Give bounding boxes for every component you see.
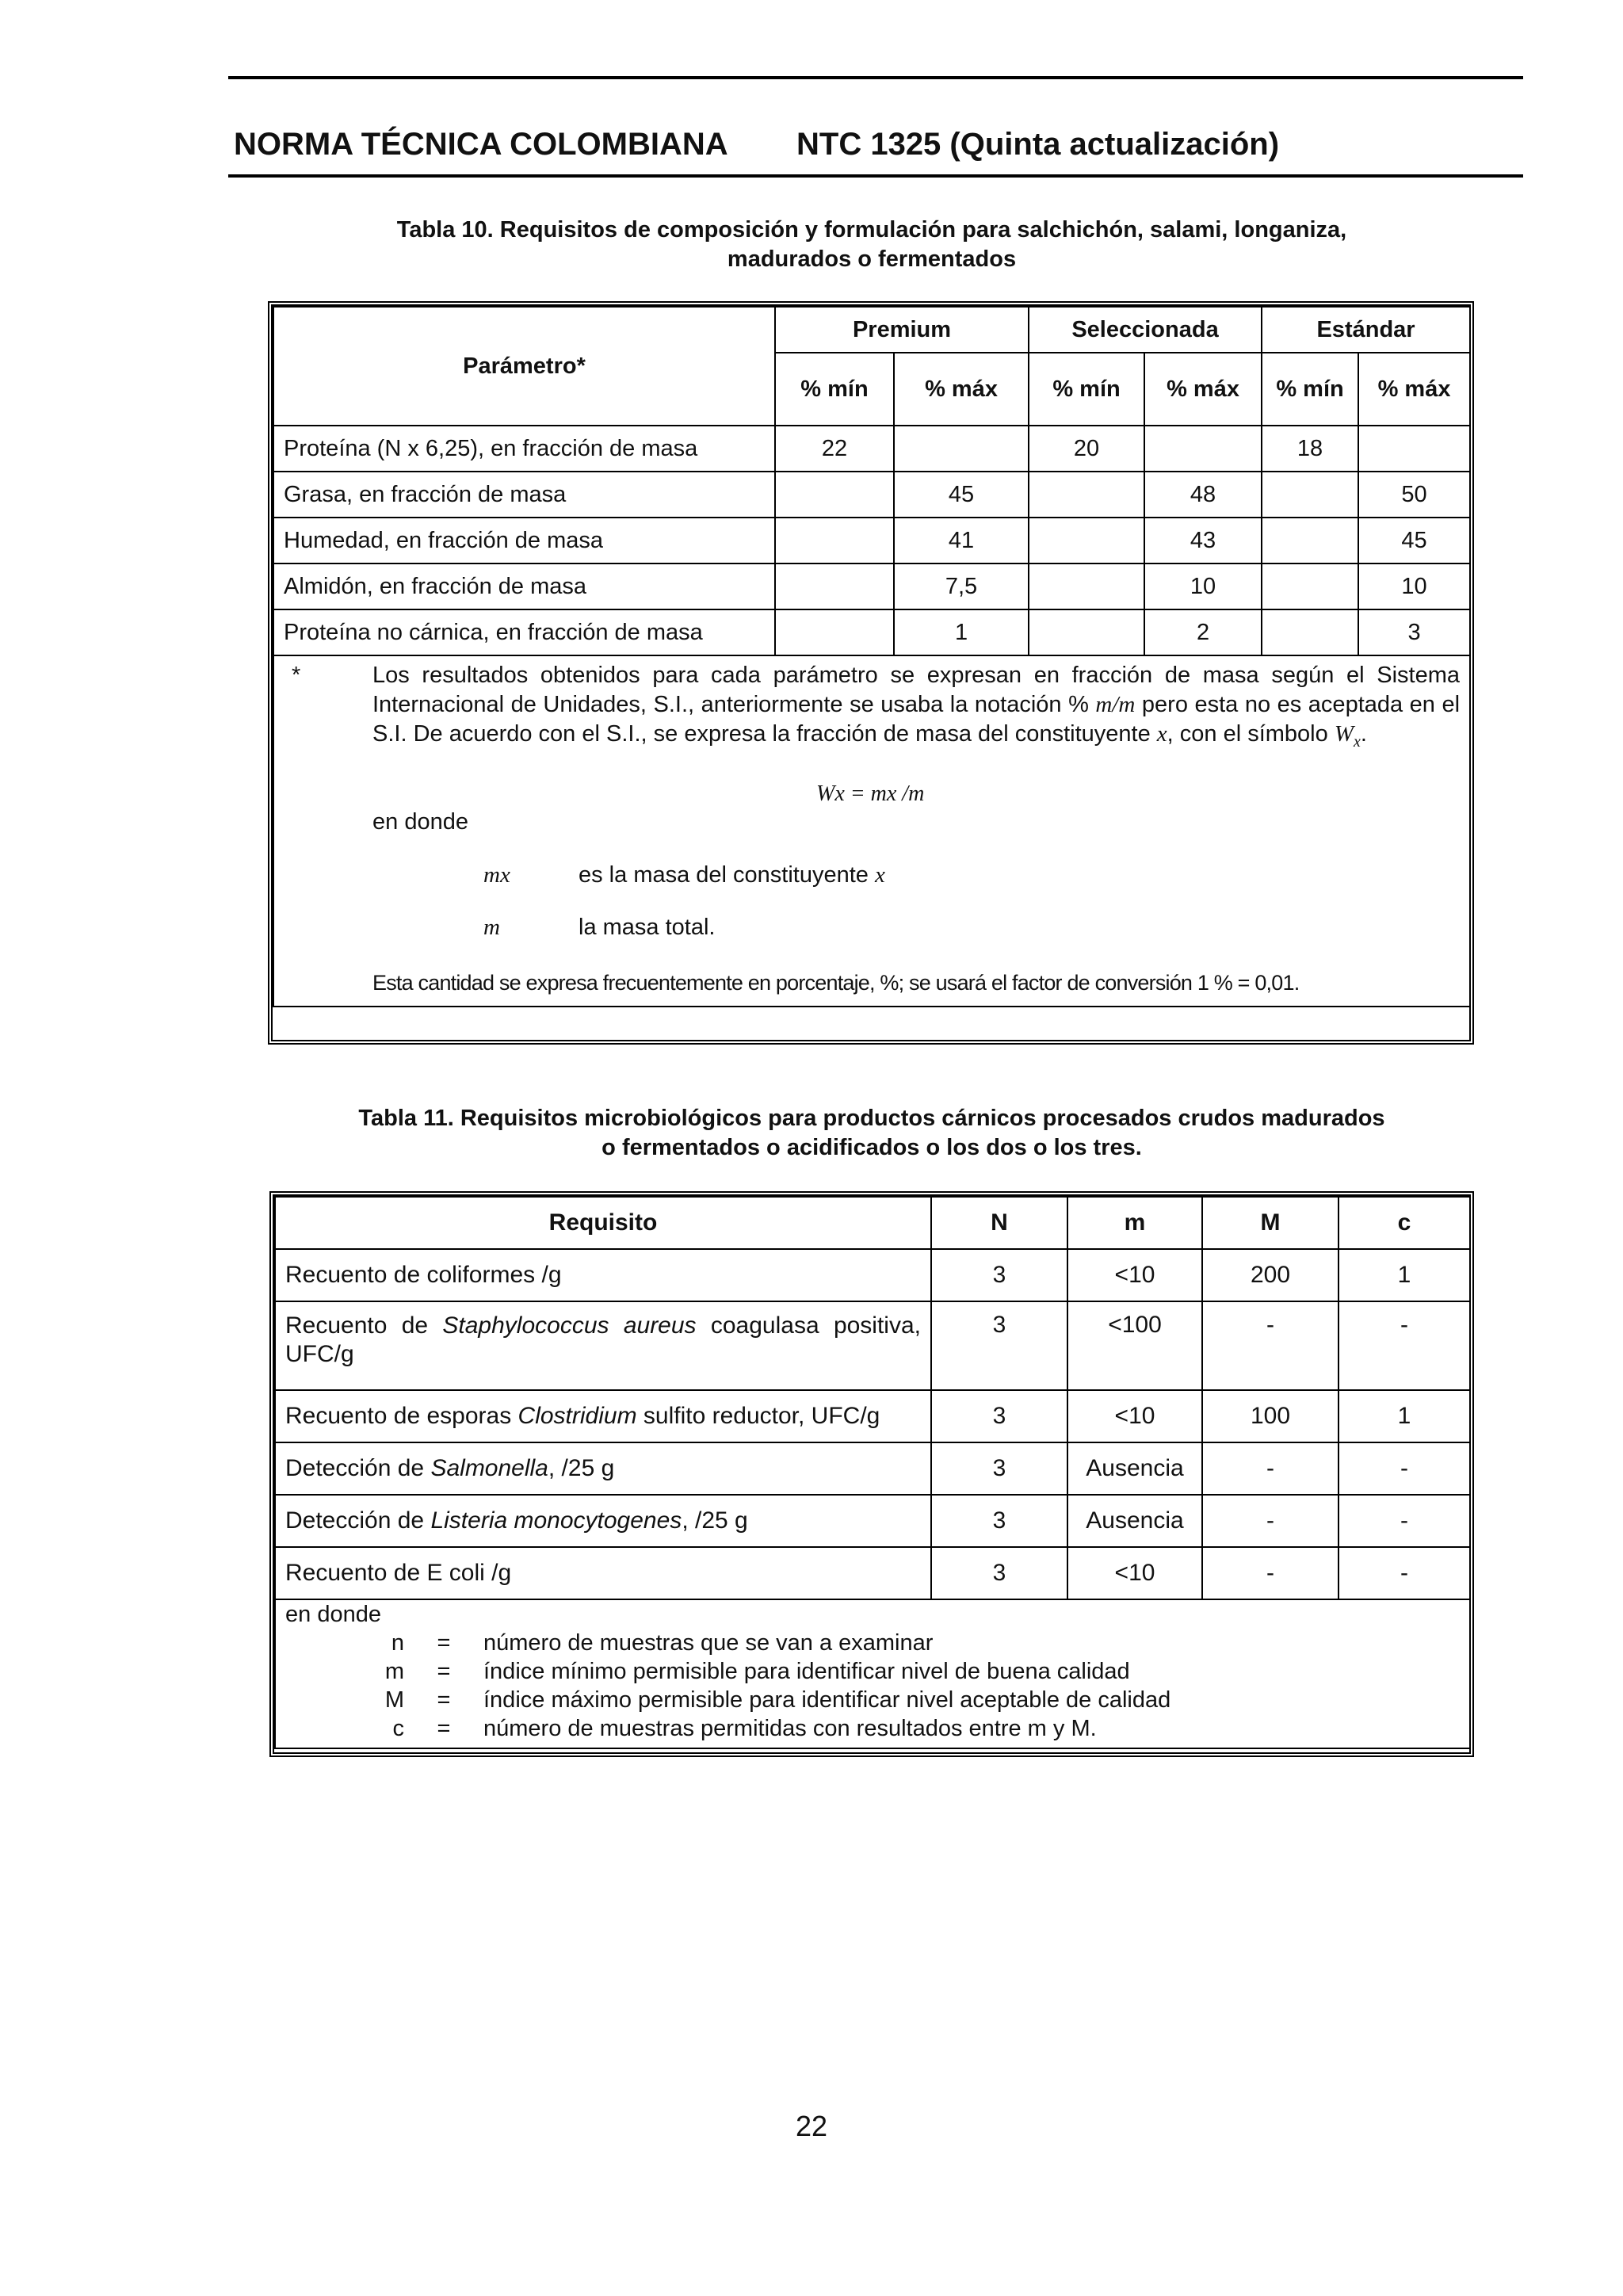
table10-cell: 41 <box>894 518 1029 563</box>
table-row <box>275 1301 1470 1390</box>
table10-cell <box>1029 518 1144 563</box>
req-organism: Salmonella <box>430 1455 548 1481</box>
header-rule-bottom <box>228 174 1523 178</box>
table10-cell <box>1029 472 1144 518</box>
table10-cell: 45 <box>894 472 1029 518</box>
table10-caption <box>269 216 1474 274</box>
table10-cell <box>1262 518 1358 563</box>
legend-text: índice mínimo permisible para identificar nivel de buena calidad <box>483 1659 1130 1684</box>
table-row <box>275 1495 1470 1547</box>
table10-cell <box>894 426 1029 472</box>
header-standard-name: NORMA TÉCNICA COLOMBIANA <box>234 127 728 162</box>
table11-requisito <box>275 1547 931 1599</box>
table10-group-estandar: Estándar <box>1262 307 1470 353</box>
note-def-symbol: m <box>483 914 500 940</box>
table-row <box>273 426 1470 472</box>
table10-cell <box>775 472 894 518</box>
table10-subheader: % máx <box>1144 353 1262 426</box>
table11-cell: Ausencia <box>1067 1495 1202 1547</box>
note-body <box>372 661 1460 1006</box>
legend-symbol: m <box>384 1659 404 1684</box>
table11-cell: - <box>1338 1442 1470 1495</box>
req-text: Recuento de esporas <box>285 1403 518 1429</box>
table10 <box>273 306 1471 1007</box>
legend-symbol: M <box>384 1687 404 1713</box>
legend-symbol: n <box>391 1630 404 1656</box>
table11-cell: 1 <box>1338 1249 1470 1301</box>
table11-cell: 3 <box>931 1442 1067 1495</box>
table10-subheader: % mín <box>775 353 894 426</box>
table10-note <box>274 656 1469 1006</box>
table11-frame <box>269 1191 1474 1757</box>
note-asterisk: * <box>292 663 301 688</box>
table10-subheader: % máx <box>894 353 1029 426</box>
req-text: Recuento de <box>285 1312 443 1339</box>
req-organism: Listeria monocytogenes <box>430 1507 682 1534</box>
table10-cell <box>775 518 894 563</box>
table10-cell: 3 <box>1358 609 1470 655</box>
table11-requisito <box>275 1442 931 1495</box>
table10-param-header: Parámetro* <box>273 307 775 426</box>
table10-cell: 48 <box>1144 472 1262 518</box>
table10-frame <box>268 301 1474 1045</box>
req-organism: Clostridium <box>517 1403 637 1429</box>
table11-requisito <box>275 1495 931 1547</box>
table11-cell: Ausencia <box>1067 1442 1202 1495</box>
table10-param: Humedad, en fracción de masa <box>273 518 775 563</box>
table10-cell: 20 <box>1029 426 1144 472</box>
table11-caption-line2: o fermentados o acidificados o los dos o los tres. <box>601 1135 1142 1160</box>
table10-cell <box>1029 563 1144 609</box>
legend-item <box>285 1686 1460 1714</box>
table-row <box>273 609 1470 655</box>
table-row <box>275 1547 1470 1599</box>
req-text: , /25 g <box>682 1507 748 1534</box>
table11-cell: - <box>1202 1301 1338 1390</box>
table10-cell <box>1029 609 1144 655</box>
table10-cell <box>1144 426 1262 472</box>
header-rule-top <box>228 76 1523 79</box>
table10-param: Proteína (N x 6,25), en fracción de masa <box>273 426 775 472</box>
table11-header: c <box>1338 1197 1470 1249</box>
note-x: x <box>1156 721 1167 747</box>
note-en-donde: en donde <box>372 808 468 835</box>
legend-text: índice máximo permisible para identificar nivel aceptable de calidad <box>483 1687 1171 1713</box>
note-text-end: . <box>1360 721 1367 747</box>
table11-header: N <box>931 1197 1067 1249</box>
req-text: Recuento de coliformes /g <box>285 1262 562 1288</box>
table11-legend <box>276 1600 1469 1748</box>
table11-cell: 3 <box>931 1495 1067 1547</box>
legend-equals: = <box>437 1716 451 1741</box>
table11-cell: 3 <box>931 1547 1067 1599</box>
table10-cell: 18 <box>1262 426 1358 472</box>
table10-cell <box>775 563 894 609</box>
table11-cell: 3 <box>931 1390 1067 1442</box>
table11-header: Requisito <box>275 1197 931 1249</box>
table10-cell: 2 <box>1144 609 1262 655</box>
legend-equals: = <box>437 1630 451 1656</box>
table-row <box>273 472 1470 518</box>
note-text-part: Los resultados obtenidos para cada parámetro se expresan en fracción de masa según el Sistema Internacional de Unidades, S.I., anteriormente se usaba la notación % <box>372 663 1461 717</box>
header-standard-code: NTC 1325 (Quinta actualización) <box>796 127 1280 162</box>
table10-cell <box>775 609 894 655</box>
table-row <box>275 1442 1470 1495</box>
table11-cell: - <box>1338 1301 1470 1390</box>
note-symbol-w: W <box>1334 721 1354 747</box>
table10-cell <box>1262 609 1358 655</box>
req-text: Detección de <box>285 1455 431 1481</box>
table11-cell: - <box>1202 1495 1338 1547</box>
req-organism: Staphylococcus aureus <box>442 1312 697 1339</box>
legend-item <box>285 1657 1460 1686</box>
note-def-text: es la masa del constituyente <box>579 861 869 888</box>
table10-caption-line2: madurados o fermentados <box>727 246 1017 272</box>
table11-cell: 3 <box>931 1249 1067 1301</box>
table11-cell: <10 <box>1067 1390 1202 1442</box>
req-text: sulfito reductor, UFC/g <box>636 1403 880 1429</box>
note-symbol-w-sub: x <box>1353 732 1361 751</box>
legend-title: en donde <box>285 1602 381 1627</box>
table10-cell: 22 <box>775 426 894 472</box>
req-text: Detección de <box>285 1507 431 1534</box>
table11-cell: 1 <box>1338 1390 1470 1442</box>
table11-header: m <box>1067 1197 1202 1249</box>
table10-subheader: % máx <box>1358 353 1470 426</box>
table10-subheader: % mín <box>1029 353 1144 426</box>
note-definition <box>372 913 1460 945</box>
table10-cell: 1 <box>894 609 1029 655</box>
table10-cell: 10 <box>1144 563 1262 609</box>
table11-cell: - <box>1338 1495 1470 1547</box>
req-text: , /25 g <box>548 1455 615 1481</box>
table10-cell: 43 <box>1144 518 1262 563</box>
legend-equals: = <box>437 1659 451 1684</box>
table-row <box>275 1249 1470 1301</box>
table10-param: Almidón, en fracción de masa <box>273 563 775 609</box>
note-formula: Wx = mx /m <box>816 781 925 806</box>
table11-cell: 3 <box>931 1301 1067 1390</box>
table-row <box>273 563 1470 609</box>
note-text-part: pero esta no es aceptada en el S.I. De acuerdo con el S.I., se expresa la fracción de masa del constituyente <box>372 692 1461 747</box>
table10-cell: 45 <box>1358 518 1470 563</box>
table10-cell <box>1262 563 1358 609</box>
table10-param: Grasa, en fracción de masa <box>273 472 775 518</box>
table11 <box>274 1196 1471 1749</box>
legend-item <box>285 1714 1460 1748</box>
table10-caption-line1: Tabla 10. Requisitos de composición y formulación para salchichón, salami, longaniza, <box>396 217 1347 243</box>
legend-item <box>285 1629 1460 1657</box>
table10-cell: 7,5 <box>894 563 1029 609</box>
table10-cell <box>1358 426 1470 472</box>
legend-symbol: c <box>392 1716 404 1741</box>
note-def-text: la masa total. <box>579 914 716 940</box>
table11-requisito <box>275 1301 931 1390</box>
table11-cell: - <box>1202 1547 1338 1599</box>
note-def-symbol: mx <box>483 861 510 888</box>
table11-legend-cell <box>275 1599 1470 1748</box>
table11-cell: <100 <box>1067 1301 1202 1390</box>
note-final: Esta cantidad se expresa frecuentemente en porcentaje, %; se usará el factor de conversión 1 % = 0,01. <box>372 970 1300 995</box>
table10-group-seleccionada: Seleccionada <box>1029 307 1262 353</box>
table11-header: M <box>1202 1197 1338 1249</box>
note-def-x: x <box>874 861 885 888</box>
table11-cell: 100 <box>1202 1390 1338 1442</box>
req-text: coagulasa positiva, UFC/g <box>285 1312 921 1367</box>
legend-text: número de muestras permitidas con resultados entre m y M. <box>483 1716 1097 1741</box>
table11-cell: - <box>1338 1547 1470 1599</box>
legend-equals: = <box>437 1687 451 1713</box>
table10-cell: 10 <box>1358 563 1470 609</box>
table11-cell: - <box>1202 1442 1338 1495</box>
table10-cell: 50 <box>1358 472 1470 518</box>
table10-note-cell <box>273 655 1470 1007</box>
note-text-part: , con el símbolo <box>1167 721 1328 747</box>
table11-requisito <box>275 1390 931 1442</box>
table-row <box>273 518 1470 563</box>
table11-caption <box>269 1104 1474 1163</box>
req-text: Recuento de E coli /g <box>285 1560 512 1586</box>
table10-subheader: % mín <box>1262 353 1358 426</box>
table11-caption-line1: Tabla 11. Requisitos microbiológicos para productos cárnicos procesados crudos madurados <box>358 1106 1385 1131</box>
table11-cell: <10 <box>1067 1547 1202 1599</box>
page-number: 22 <box>795 2110 828 2142</box>
table11-cell: 200 <box>1202 1249 1338 1301</box>
table-row <box>275 1390 1470 1442</box>
table10-param: Proteína no cárnica, en fracción de masa <box>273 609 775 655</box>
table10-cell <box>1262 472 1358 518</box>
legend-text: número de muestras que se van a examinar <box>483 1630 934 1656</box>
note-definition <box>372 861 1460 892</box>
table10-group-premium: Premium <box>775 307 1029 353</box>
table11-requisito <box>275 1249 931 1301</box>
table11-cell: <10 <box>1067 1249 1202 1301</box>
note-mm: m/m <box>1095 692 1136 717</box>
